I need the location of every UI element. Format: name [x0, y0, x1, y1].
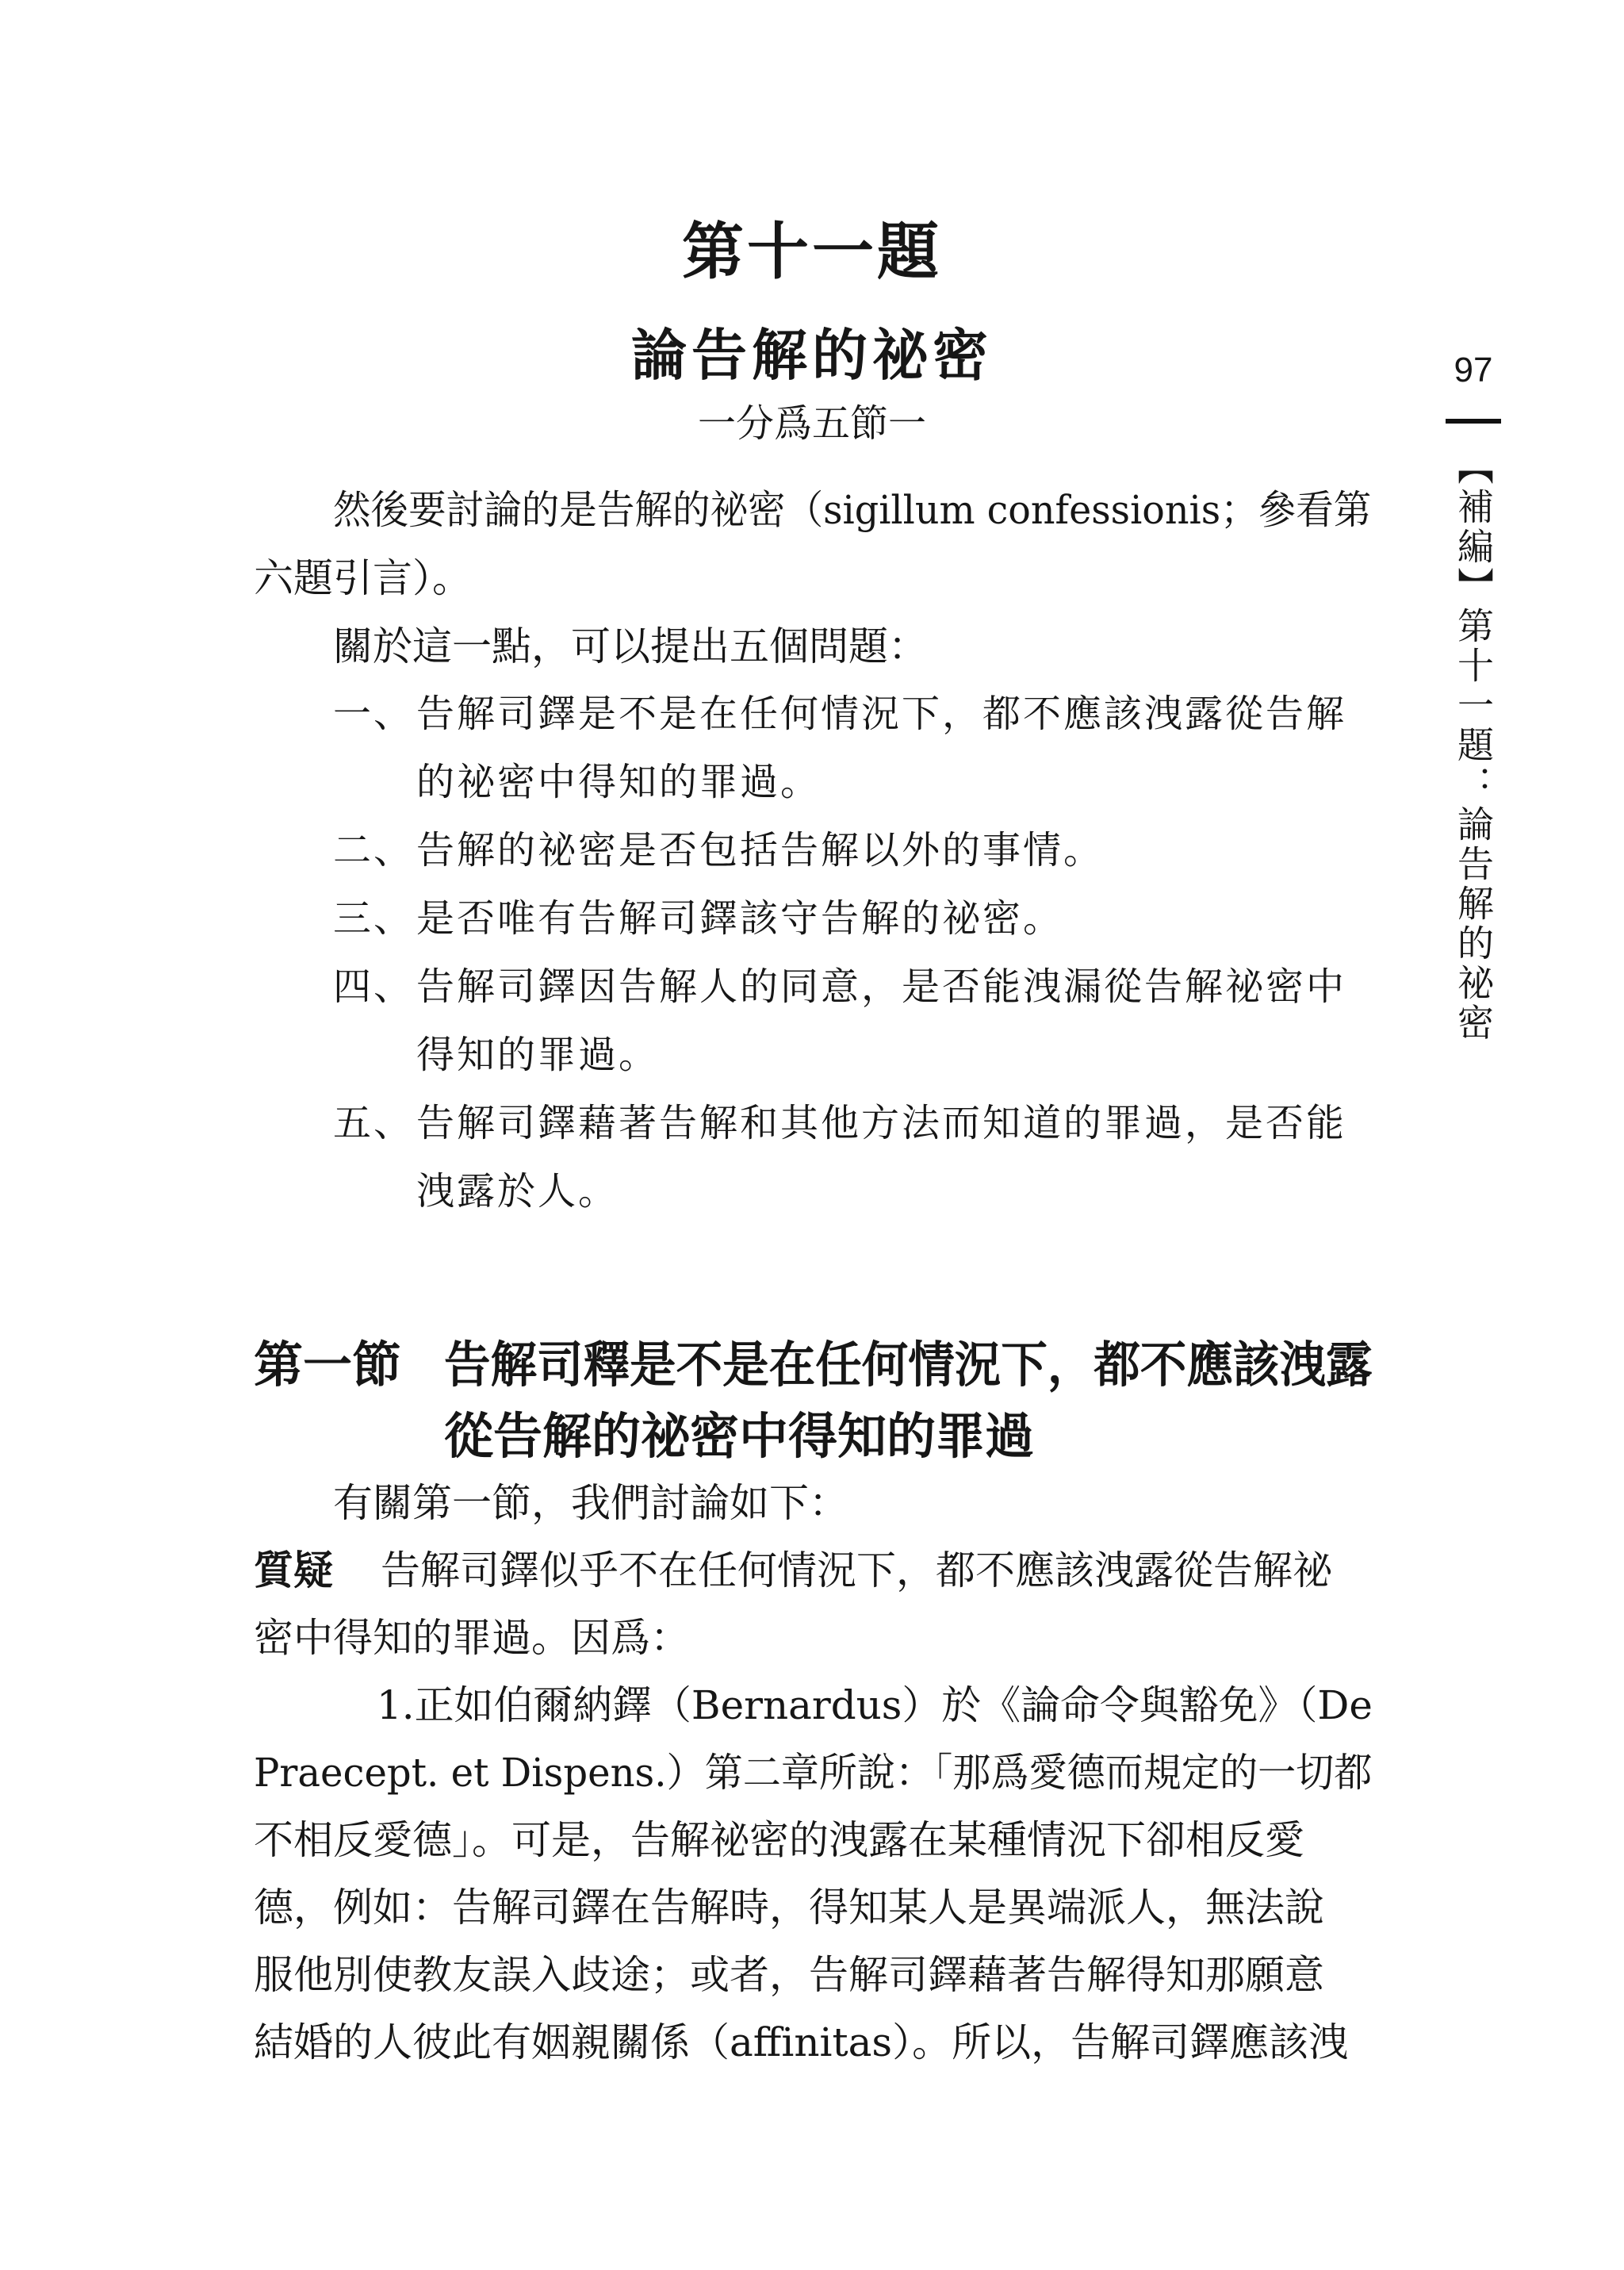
chapter-note: 一分爲五節一	[697, 401, 926, 446]
question-text: 洩露於人。	[416, 1169, 619, 1214]
question-text: 告解司鐸是不是在任何情況下，都不應該洩露從告解	[416, 692, 1347, 736]
question-text: 是否唯有告解司鐸該守告解的祕密。	[416, 896, 1064, 941]
body-line: 服他別使教友誤入歧途；或者，告解司鐸藉著告解得知那願意	[254, 1952, 1324, 1998]
question-number: 四、	[333, 964, 415, 1009]
question-number: 五、	[333, 1101, 415, 1145]
question-number: 三、	[333, 896, 415, 941]
body-line: 不相反愛德」。可是，告解祕密的洩露在某種情況下卻相反愛	[254, 1817, 1304, 1863]
question-text: 告解的祕密是否包括告解以外的事情。	[416, 828, 1105, 872]
question-text: 得知的罪過。	[416, 1033, 660, 1077]
margin-rule	[1446, 419, 1501, 424]
body-line: 結婚的人彼此有姻親關係（affinitas）。所以，告解司鐸應該洩	[254, 2019, 1349, 2065]
section-label: 第一節	[254, 1336, 402, 1394]
chapter-subtitle: 論告解的祕密	[631, 323, 993, 388]
body-line: Praecept. et Dispens.）第二章所說：「那爲愛德而規定的一切都	[254, 1750, 1373, 1796]
body-line: 德，例如：告解司鐸在告解時，得知某人是異端派人，無法說	[254, 1885, 1324, 1931]
intro-line: 六題引言）。	[254, 555, 472, 601]
section-title: 從告解的祕密中得知的罪過	[444, 1407, 1035, 1465]
page-number: 97	[1454, 351, 1493, 389]
objection-label: 質疑	[254, 1547, 333, 1593]
section-title: 告解司釋是不是在任何情況下，都不應該洩露	[444, 1336, 1373, 1394]
intro-line: 關於這一點，可以提出五個問題：	[333, 623, 928, 669]
chapter-title: 第十一題	[681, 216, 942, 288]
question-text: 告解司鐸因告解人的同意，是否能洩漏從告解祕密中	[416, 964, 1347, 1009]
question-number: 一、	[333, 692, 415, 736]
question-number: 二、	[333, 828, 415, 872]
objection-text: 告解司鐸似乎不在任何情況下，都不應該洩露從告解祕	[381, 1547, 1332, 1593]
section-intro: 有關第一節，我們討論如下：	[333, 1480, 848, 1526]
question-text: 告解司鐸藉著告解和其他方法而知道的罪過，是否能	[416, 1101, 1347, 1145]
intro-line: 然後要討論的是告解的祕密（sigillum confessionis；參看第	[333, 487, 1372, 533]
running-head: 【補編】第十一題：論告解的祕密	[1452, 448, 1495, 1043]
question-text: 的祕密中得知的罪過。	[416, 760, 822, 804]
objection-text: 密中得知的罪過。因爲：	[254, 1615, 690, 1661]
body-line: 1.正如伯爾納鐸（Bernardus）於《論命令與豁免》（De	[377, 1682, 1373, 1728]
